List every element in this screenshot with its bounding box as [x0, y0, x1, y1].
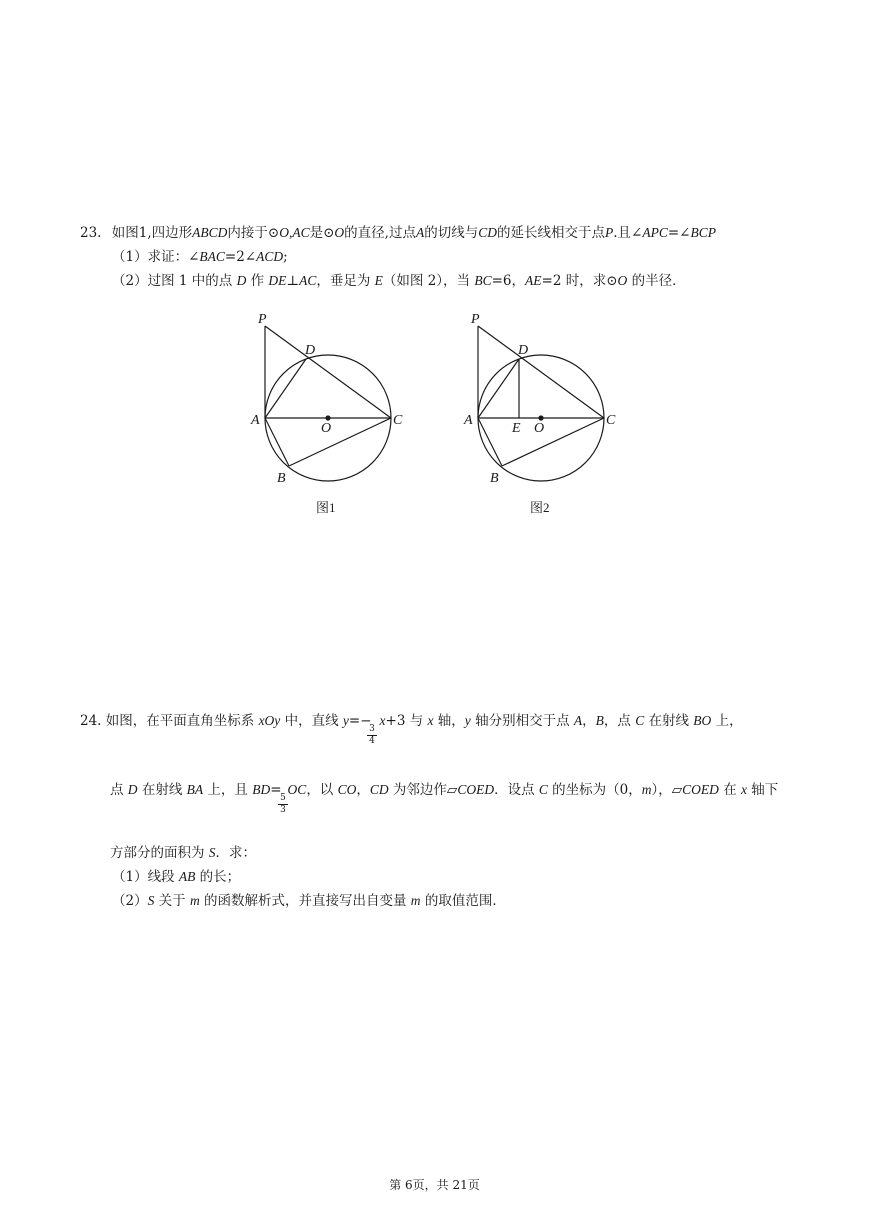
- math: D: [127, 782, 138, 797]
- segment-ab-2: [478, 418, 502, 466]
- math: ABCD: [192, 225, 228, 240]
- math: DE: [268, 273, 287, 288]
- text: =−: [348, 713, 372, 729]
- text: +3 与: [385, 713, 428, 729]
- text: 的直径,过点: [344, 225, 416, 241]
- fraction-denominator: 3: [280, 805, 286, 815]
- page-footer: 第 6页，共 21页: [389, 1178, 480, 1192]
- math: m: [189, 893, 200, 908]
- text: 方部分的面积为: [110, 845, 209, 861]
- math: S: [208, 845, 216, 860]
- text: 轴下: [747, 782, 779, 798]
- label-a-2: A: [464, 413, 473, 428]
- text: 内接于⊙: [227, 225, 280, 241]
- math: S: [147, 893, 155, 908]
- math: xOy: [258, 713, 281, 728]
- math: AE: [525, 273, 542, 288]
- math: x: [741, 782, 748, 797]
- math: COED: [682, 782, 719, 797]
- text: 的函数解析式，并直接写出自变量: [199, 893, 411, 909]
- math: APC: [642, 225, 668, 240]
- math: A: [415, 225, 425, 240]
- label-p-2: P: [471, 312, 480, 327]
- math: O: [334, 225, 345, 240]
- text: 关于: [154, 893, 190, 909]
- text: ，垂足为: [316, 273, 375, 289]
- math: BA: [186, 782, 204, 797]
- text: 点: [110, 782, 128, 798]
- q24-line3: [110, 841, 256, 861]
- label-b-2: B: [490, 471, 499, 486]
- text: .且∠: [613, 225, 643, 241]
- fraction-numerator: 3: [369, 724, 375, 734]
- text: 的坐标为（0，: [547, 782, 642, 798]
- math: AB: [178, 869, 196, 884]
- text: 在射线: [137, 782, 187, 798]
- math: BAC: [199, 249, 225, 264]
- math: CO: [337, 782, 357, 797]
- segment-ad-2: [478, 359, 519, 418]
- q24-line2: [110, 778, 778, 798]
- math: P: [604, 225, 614, 240]
- math: O: [617, 273, 628, 288]
- segment-pc-2: [478, 326, 604, 418]
- text: （1）求证：∠: [112, 249, 200, 265]
- math: x: [379, 713, 386, 728]
- math: ACD: [256, 249, 284, 264]
- math: x: [427, 713, 434, 728]
- figure-1-caption: 图1: [316, 500, 336, 515]
- text: ⊥: [286, 273, 300, 289]
- text: =∠: [667, 225, 691, 241]
- math: COED: [457, 782, 495, 797]
- math: C: [538, 782, 548, 797]
- text: （2）过图 1 中的点: [112, 273, 237, 289]
- text: 的取值范围．: [420, 893, 506, 909]
- q23-line1: [80, 221, 716, 241]
- label-c: C: [393, 413, 403, 428]
- math: A: [573, 713, 583, 728]
- text: ，点: [603, 713, 636, 729]
- text: 的长；: [195, 869, 241, 885]
- q23-part1: [112, 245, 288, 265]
- text: 中，直线: [280, 713, 343, 729]
- math: BD: [252, 782, 271, 797]
- math: BCP: [690, 225, 716, 240]
- q24-line1: [80, 709, 743, 729]
- text: 24. 如图，在平面直角坐标系: [80, 713, 259, 729]
- circle-o-fig2: [478, 355, 604, 481]
- text: ，以: [306, 782, 338, 798]
- fraction-5-3: [278, 794, 288, 815]
- text: 如图1,四边形: [111, 225, 193, 241]
- text: 在射线: [644, 713, 694, 729]
- math: m: [410, 893, 421, 908]
- text: （1）线段: [112, 869, 179, 885]
- figure-2-caption: 图2: [530, 500, 550, 515]
- label-o: O: [321, 421, 332, 436]
- math: BC: [474, 273, 492, 288]
- text: =2∠: [224, 249, 257, 265]
- q24-part1: [112, 865, 240, 885]
- text: ），▱: [651, 782, 683, 798]
- math: OC: [287, 782, 307, 797]
- text: 的半径．: [627, 273, 686, 289]
- q23-part2: [112, 269, 686, 289]
- text: ．求：: [215, 845, 257, 861]
- text: 轴，: [433, 713, 465, 729]
- segment-bc-2: [502, 418, 604, 466]
- math: D: [236, 273, 247, 288]
- text: （如图 2），当: [382, 273, 475, 289]
- text: 上，: [711, 713, 743, 729]
- label-e-2: E: [512, 421, 521, 436]
- center-dot-2: [538, 415, 543, 420]
- text: ，: [582, 713, 596, 729]
- text: ;: [283, 249, 288, 265]
- question-number: 23.: [80, 225, 102, 241]
- text: 是⊙: [309, 225, 335, 241]
- text: =: [270, 782, 282, 798]
- label-p: P: [258, 312, 267, 327]
- text: ．设点: [494, 782, 539, 798]
- text: 为邻边作▱: [388, 782, 458, 798]
- math: B: [595, 713, 604, 728]
- fraction-numerator: 5: [280, 793, 286, 803]
- math: y: [342, 713, 349, 728]
- text: 轴分别相交于点: [470, 713, 574, 729]
- math: AC: [299, 273, 317, 288]
- label-a: A: [251, 413, 260, 428]
- segment-ab: [265, 418, 289, 466]
- fraction-denominator: 4: [369, 736, 375, 746]
- text: 上，且: [203, 782, 253, 798]
- circle-o-fig1: [265, 355, 391, 481]
- text: 在: [718, 782, 742, 798]
- segment-bc: [289, 418, 391, 466]
- label-d-2: D: [518, 343, 529, 358]
- math: m: [641, 782, 652, 797]
- q24-part2: [112, 889, 506, 909]
- math: O,AC: [279, 225, 310, 240]
- text: =6，: [491, 273, 526, 289]
- segment-ad: [265, 359, 306, 418]
- text: 的切线与: [424, 225, 479, 241]
- center-dot: [325, 415, 330, 420]
- text: 作: [246, 273, 269, 289]
- math: E: [374, 273, 383, 288]
- label-o-2: O: [534, 421, 545, 436]
- math: y: [464, 713, 471, 728]
- text: 的延长线相交于点: [496, 225, 605, 241]
- math: C: [635, 713, 645, 728]
- math: BO: [693, 713, 712, 728]
- text: ，: [356, 782, 370, 798]
- label-b: B: [277, 471, 286, 486]
- math: CD: [369, 782, 389, 797]
- label-c-2: C: [606, 413, 616, 428]
- math: CD: [478, 225, 497, 240]
- fraction-3-4: [367, 725, 377, 746]
- label-d: D: [305, 343, 316, 358]
- segment-pc: [265, 326, 391, 418]
- text: =2 时，求⊙: [541, 273, 618, 289]
- text: （2）: [112, 893, 148, 909]
